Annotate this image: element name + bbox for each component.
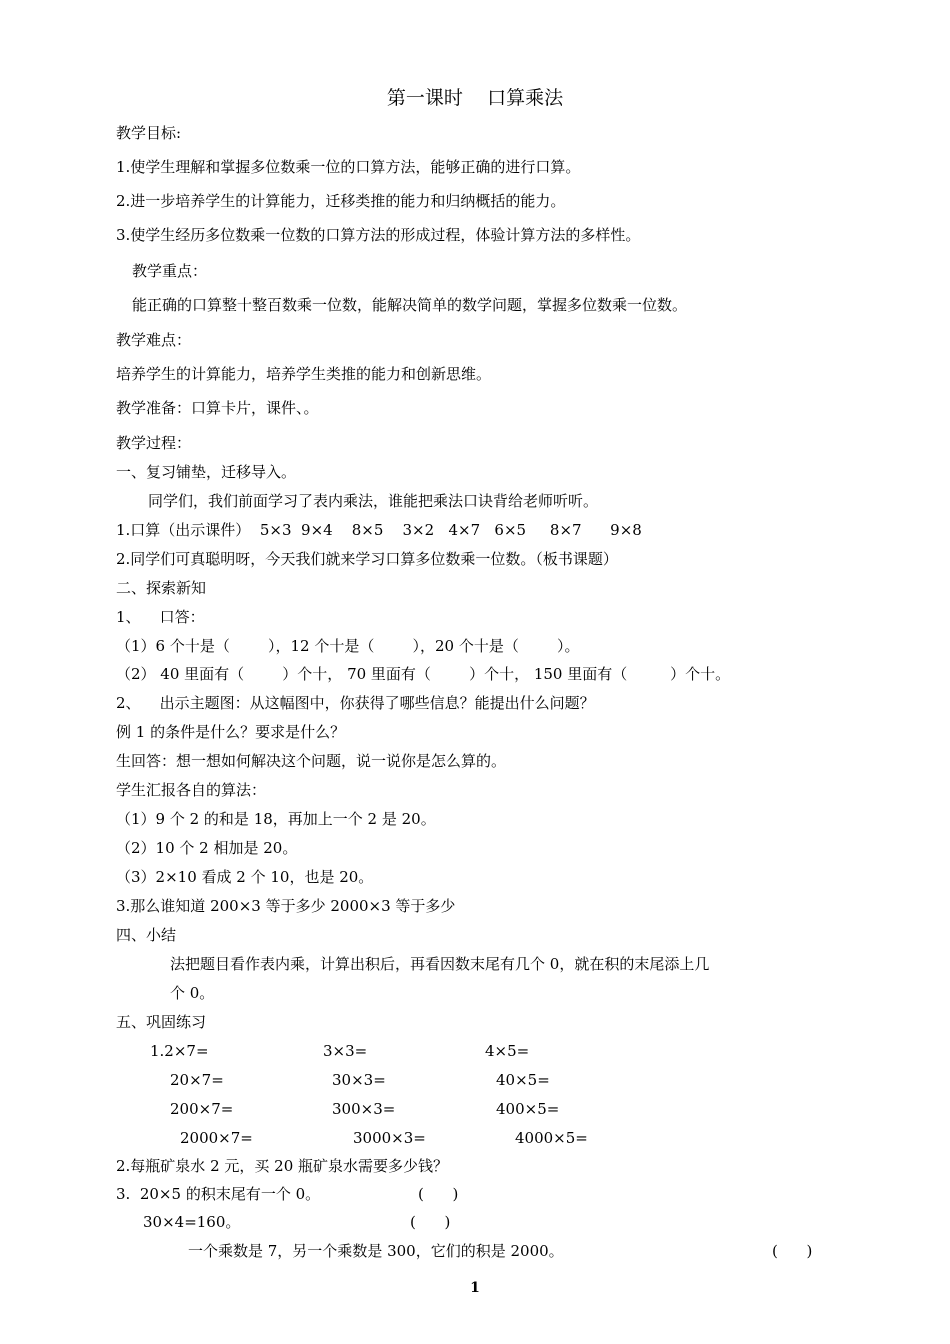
goals-heading: 教学目标: [116,124,182,142]
exercise-cell: 40×5= [496,1071,550,1089]
goal-3: 3.使学生经历多位数乘一位数的口算方法的形成过程，体验计算方法的多样性。 [116,226,641,244]
section-2-question-1: （1）6 个十是（ ），12 个十是（ ），20 个十是（ ）。 [116,637,580,655]
section-5-item-2: 2.每瓶矿泉水 2 元，买 20 瓶矿泉水需要多少钱？ [116,1157,449,1175]
section-2-report: 学生汇报各自的算法： [116,781,267,799]
section-1-item-2: 2.同学们可真聪明呀，今天我们就来学习口算多位数乘一位数。（板书课题） [116,550,618,568]
answer-parentheses: ( ) [418,1185,459,1203]
section-2-method-3: （3）2×10 看成 2 个 10，也是 20。 [116,868,374,886]
difficulty-text: 培养学生的计算能力，培养学生类推的能力和创新思维。 [116,365,492,383]
section-1-heading: 一、复习铺垫，迁移导入。 [116,463,297,481]
goal-2: 2.进一步培养学生的计算能力，迁移类推的能力和归纳概括的能力。 [116,192,566,210]
page-number: 1 [470,1280,480,1296]
answer-parentheses: ( ) [772,1242,813,1260]
exercise-cell: 4000×5= [515,1129,588,1147]
section-2-method-1: （1）9 个 2 的和是 18，再加上一个 2 是 20。 [116,810,436,828]
answer-parentheses: ( ) [410,1213,451,1231]
section-2-item-1: 1、 口答： [116,608,205,626]
exercise-cell: 4×5= [485,1042,530,1060]
exercise-cell: 30×3= [332,1071,386,1089]
section-4-text-1: 法把题目看作表内乘，计算出积后，再看因数末尾有几个 0，就在积的末尾添上几 [170,955,710,973]
key-text: 能正确的口算整十整百数乘一位数，能解决简单的数学问题，掌握多位数乘一位数。 [132,296,688,314]
exercise-cell: 300×3= [332,1100,396,1118]
exercise-cell: 3000×3= [353,1129,426,1147]
section-5-item-3b: 30×4=160。 [143,1213,241,1231]
section-2-question-2: （2） 40 里面有（ ）个十， 70 里面有（ ）个十， 150 里面有（ ）个十。 [116,665,731,683]
section-2-answer: 生回答：想一想如何解决这个问题，说一说你是怎么算的。 [116,752,507,770]
exercise-cell: 400×5= [496,1100,560,1118]
section-2-method-2: （2）10 个 2 相加是 20。 [116,839,298,857]
section-2-example-1: 例 1 的条件是什么？要求是什么？ [116,723,346,741]
section-2-heading: 二、探索新知 [116,579,207,597]
section-4-text-2: 个 0。 [170,984,215,1002]
section-4-heading: 四、小结 [116,926,177,944]
exercise-cell: 3×3= [323,1042,368,1060]
exercise-cell: 1.2×7= [150,1042,209,1060]
key-heading: 教学重点： [132,262,208,280]
difficulty-heading: 教学难点： [116,331,192,349]
prep-text: 教学准备：口算卡片，课件、。 [116,399,319,417]
section-1-item-1: 1.口算（出示课件） 5×3 9×4 8×5 3×2 4×7 6×5 8×7 9×8 [116,521,642,539]
section-5-item-3c: 一个乘数是 7，另一个乘数是 300，它们的积是 2000。 [188,1242,564,1260]
section-5-item-3: 3. 20×5 的积末尾有一个 0。 [116,1185,321,1203]
goal-1: 1.使学生理解和掌握多位数乘一位的口算方法，能够正确的进行口算。 [116,158,581,176]
section-2-item-2: 2、 出示主题图：从这幅图中，你获得了哪些信息？能提出什么问题？ [116,694,595,712]
page-title: 第一课时 口算乘法 [386,87,564,109]
section-5-heading: 五、巩固练习 [116,1013,207,1031]
process-heading: 教学过程： [116,434,192,452]
exercise-cell: 200×7= [170,1100,234,1118]
section-2-item-3: 3.那么谁知道 200×3 等于多少 2000×3 等于多少 [116,897,456,915]
exercise-cell: 20×7= [170,1071,224,1089]
exercise-cell: 2000×7= [180,1129,253,1147]
section-1-intro: 同学们，我们前面学习了表内乘法，谁能把乘法口诀背给老师听听。 [148,492,599,510]
